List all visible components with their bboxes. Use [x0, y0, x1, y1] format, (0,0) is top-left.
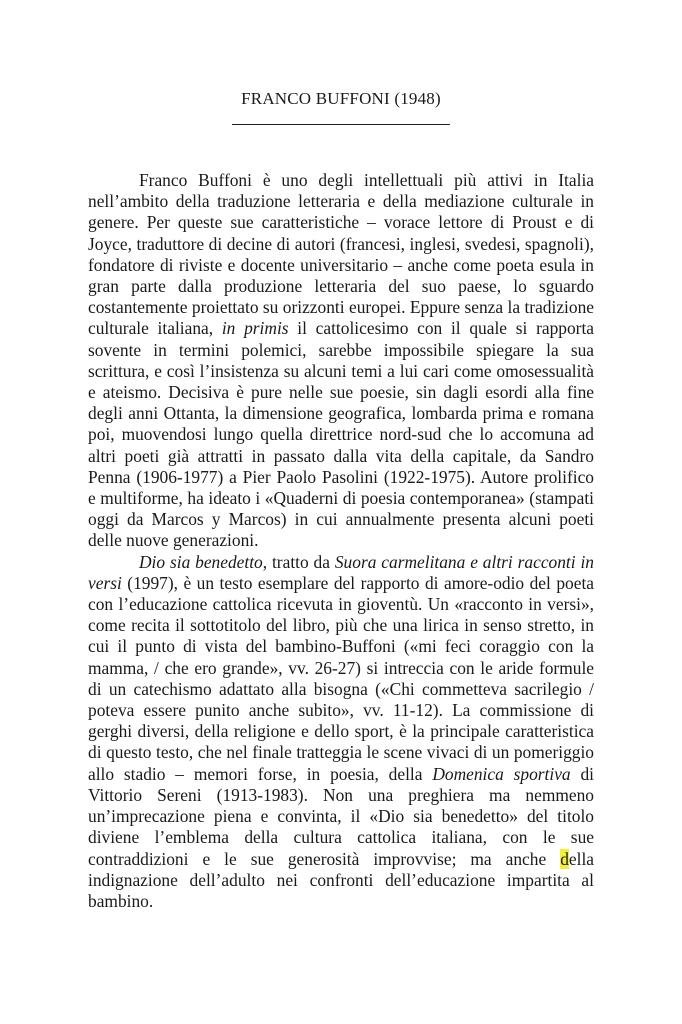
paragraph-1-text-2: il cattolicesimo con il quale si rapporta sovente in termini polemici, sarebbe impossibile spiegare la sua scrittura, e così l’insistenza su alcuni temi a lui cari come omosessualità e ateismo. Decisiva è pure nelle sue poesie, sin dagli esordi alla fine degli anni Ottanta, la dimensione geografica, lombarda prima e romana poi, muovendosi lungo quella direttrice nord-sud che lo accomuna ad altri poeti già attratti in passato dalla vita della capitale, da Sandro Penna (1906-1977) a Pier Paolo Pasolini (1922-1975). Autore prolifico e multiforme, ha ideato i «Quaderni di poesia contemporanea» (stampati oggi da Marcos y Marcos) in cui annualmente presenta alcuni poeti delle nuove generazioni.: [88, 318, 595, 551]
title-underline: [232, 124, 450, 125]
italic-book-title: Suora carmelitana e altri racconti in versi: [88, 551, 594, 593]
paragraph-2-text-3: di Vittorio Sereni (1913-1983). Non una preghiera ma nemmeno un’imprecazione piena e convinta, il «Dio sia benedetto» del titolo diviene l’emblema della cultura cattolica italiana, con le sue contraddizioni e le sue generosità improvvise; ma anche: [88, 763, 595, 869]
paragraph-1-text: Franco Buffoni è uno degli intellettuali più attivi in Italia nell’ambito della traduzione letteraria e della mediazione culturale in genere. Per queste sue caratteristiche – vorace lettore di Proust e di Joyce, traduttore di decine di autori (francesi, inglesi, svedesi, spagnoli), fondatore di riviste e docente universitario – anche come poeta esula in gran parte dalla produzione letteraria del suo paese, lo sguardo costantemente proiettato su orizzonti europei. Eppure senza la tradizione culturale italiana,: [88, 170, 594, 339]
paragraph-1: [88, 170, 594, 552]
italic-work-title: Dio sia benedetto: [139, 551, 263, 572]
paragraph-2-text-1: , tratto da: [262, 551, 335, 572]
page-title: FRANCO BUFFONI (1948): [241, 89, 441, 108]
highlighted-letter: d: [560, 848, 569, 869]
paragraph-2-text-4: ella indignazione dell’adulto nei confronti dell’educazione impartita al bambino.: [88, 848, 594, 911]
paragraph-2: [88, 552, 594, 912]
paragraph-2-text-2: (1997), è un testo esemplare del rapporto di amore-odio del poeta con l’educazione cattolica ricevuta in gioventù. Un «racconto in versi», come recita il sottotitolo del libro, più che una lirica in senso stretto, in cui il punto di vista del bambino-Buffoni («mi feci coraggio con la mamma, / che ero grande», vv. 26-27) si intreccia con le aride formule di un catechismo adattato alla bisogna («Chi commetteva sacrilegio / poteva essere punito anche subito», vv. 11-12). La commissione di gerghi diversi, della religione e dello sport, è la principale caratteristica di questo testo, che nel finale tratteggia le scene vivaci di un pomeriggio allo stadio – memori forse, in poesia, della: [88, 572, 594, 784]
italic-in-primis: in primis: [221, 318, 289, 339]
italic-domenica-sportiva: Domenica sportiva: [432, 763, 571, 784]
body-text: [88, 170, 594, 912]
